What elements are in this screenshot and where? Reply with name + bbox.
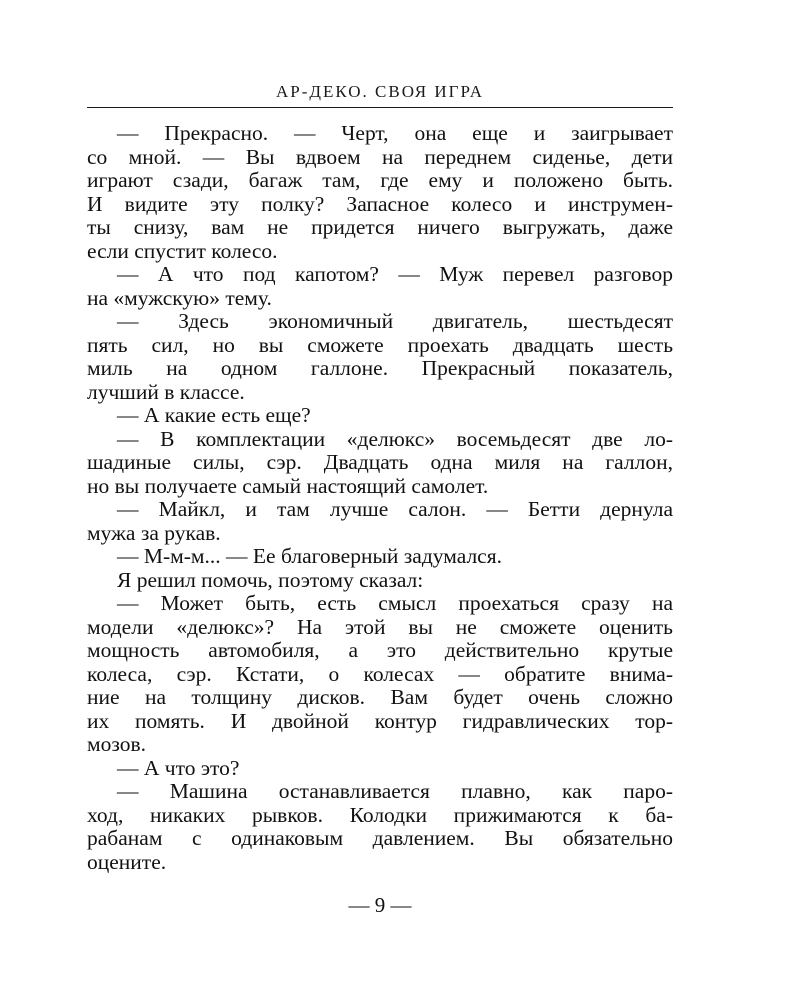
text-line: — Майкл, и там лучше салон. — Бетти дернула <box>117 497 673 521</box>
text-line: мозов. <box>87 732 146 756</box>
text-line: лучший в классе. <box>87 379 245 404</box>
text-line: оцените. <box>87 849 167 874</box>
text-line: колеса, сэр. Кстати, о колесах — обратите внима- <box>87 661 673 686</box>
text-line: мужа за рукав. <box>87 520 221 545</box>
page-number: — 9 — <box>348 893 412 917</box>
text-line: ты снизу, вам не придется ничего выгружать, даже <box>87 215 673 239</box>
text-line: ход, никаких рывков. Колодки прижимаются к ба- <box>87 802 673 827</box>
body-text <box>87 122 673 874</box>
text-line: их помять. И двойной контур гидравлических тор- <box>87 708 673 733</box>
text-line: на «мужскую» тему. <box>87 285 272 310</box>
text-line: шадиные силы, сэр. Двадцать одна миля на галлон, <box>87 450 673 474</box>
text-line: но вы получаете самый настоящий самолет. <box>87 473 489 498</box>
text-line: модели «делюкс»? На этой вы не сможете оценить <box>87 614 673 639</box>
text-line: рабанам с одинаковым давлением. Вы обязательно <box>87 826 673 850</box>
text-line: играют сзади, багаж там, где ему и положено быть. <box>87 168 673 192</box>
text-line: — Прекрасно. — Черт, она еще и заигрывает <box>117 121 673 145</box>
text-line: — Здесь экономичный двигатель, шестьдесят <box>117 309 673 333</box>
text-line: ние на толщину дисков. Вам будет очень сложно <box>87 685 673 709</box>
text-line: если спустит колесо. <box>87 238 278 263</box>
text-line: — Может быть, есть смысл проехаться сразу на <box>117 591 673 615</box>
text-line: — А что под капотом? — Муж перевел разговор <box>117 262 673 286</box>
running-head: АР-ДЕКО. СВОЯ ИГРА <box>275 82 485 101</box>
text-line: миль на одном галлоне. Прекрасный показатель, <box>87 356 673 380</box>
text-line: — М-м-м... — Ее благоверный задумался. <box>117 544 502 568</box>
text-line: — Машина останавливается плавно, как паро- <box>117 779 673 803</box>
text-line: Я решил помочь, поэтому сказал: <box>117 567 424 592</box>
header-rule <box>87 107 673 108</box>
text-line: — В комплектации «делюкс» восемьдесят две ло- <box>117 426 673 451</box>
text-line: И видите эту полку? Запасное колесо и инструмен- <box>87 191 673 216</box>
text-line: со мной. — Вы вдвоем на переднем сиденье, дети <box>87 144 673 169</box>
text-line: пять сил, но вы сможете проехать двадцать шесть <box>87 332 673 357</box>
text-line: мощность автомобиля, а это действительно крутые <box>87 638 673 662</box>
text-line: — А какие есть еще? <box>117 403 311 427</box>
text-line: — А что это? <box>117 755 240 780</box>
